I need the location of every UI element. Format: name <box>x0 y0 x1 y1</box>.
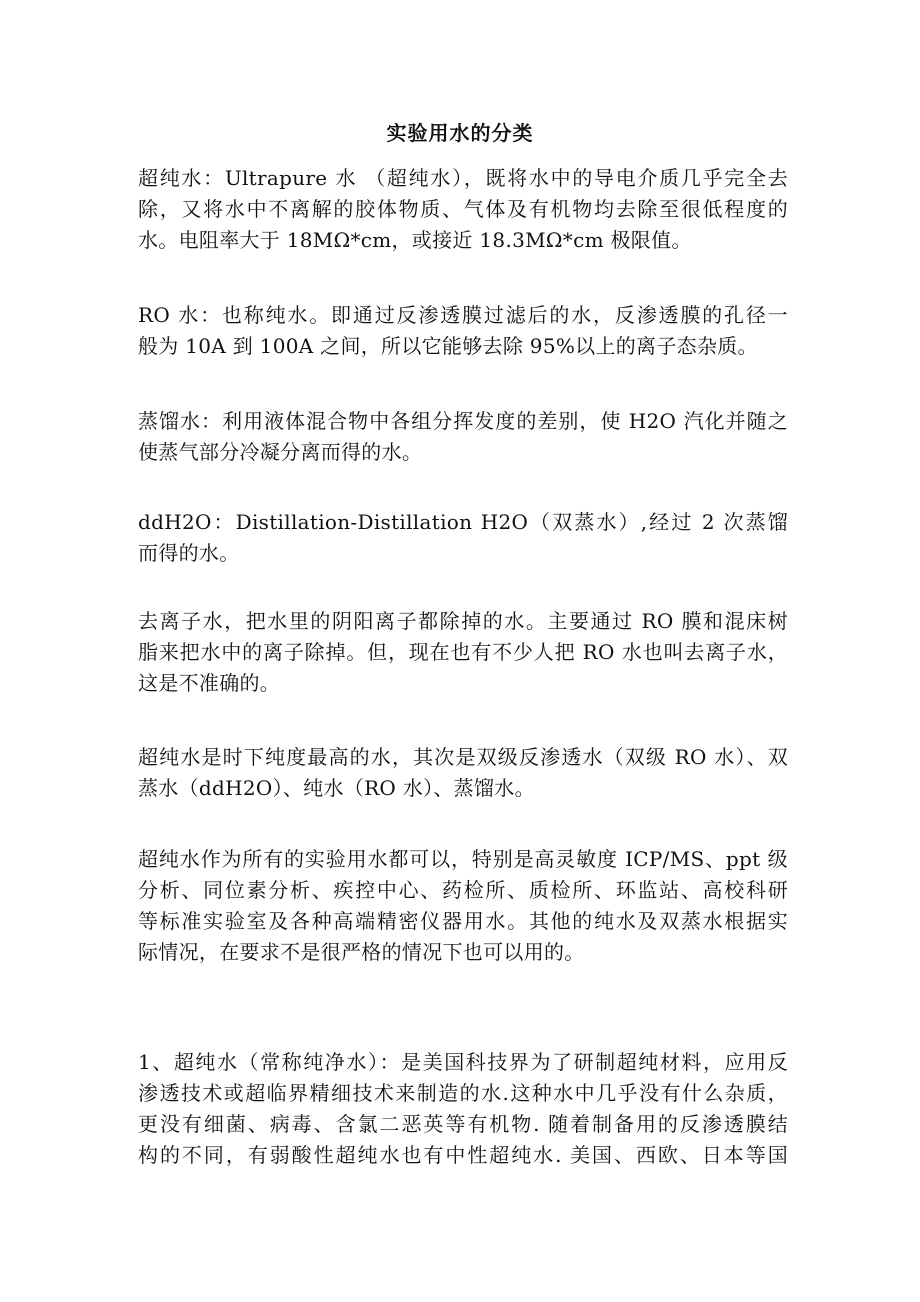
text-line: 超纯水：Ultrapure 水 （超纯水），既将水中的导电介质几乎完全去 <box>138 166 788 190</box>
text-line: 渗透技术或超临界精细技术来制造的水.这种水中几乎没有什么杂质， <box>138 1081 788 1105</box>
page-title: 实验用水的分类 <box>386 121 534 145</box>
text-line: 际情况，在要求不是很严格的情况下也可以用的。 <box>138 940 585 964</box>
text-line: 般为 10A 到 100A 之间，所以它能够去除 95%以上的离子态杂质。 <box>138 334 758 358</box>
text-line: 构的不同，有弱酸性超纯水也有中性超纯水. 美国、西欧、日本等国 <box>138 1143 788 1167</box>
text-line: RO 水：也称纯水。即通过反渗透膜过滤后的水，反渗透膜的孔径一 <box>138 303 788 327</box>
text-line: 超纯水作为所有的实验用水都可以，特别是高灵敏度 ICP/MS、ppt 级 <box>138 847 788 871</box>
text-line: 等标准实验室及各种高端精密仪器用水。其他的纯水及双蒸水根据实 <box>138 909 788 933</box>
text-line: 而得的水。 <box>138 541 240 565</box>
text-line: 更没有细菌、病毒、含氯二恶英等有机物. 随着制备用的反渗透膜结 <box>138 1112 788 1136</box>
paragraph-section-1 <box>138 1047 788 1171</box>
text-line: 去离子水，把水里的阴阳离子都除掉的水。主要通过 RO 膜和混床树 <box>138 609 788 633</box>
text-line: 超纯水是时下纯度最高的水，其次是双级反渗透水（双级 RO 水）、双 <box>138 745 788 769</box>
text-line: 脂来把水中的离子除掉。但，现在也有不少人把 RO 水也叫去离子水， <box>138 640 788 664</box>
text-line: ddH2O：Distillation-Distillation H2O（双蒸水）,经过 2 次蒸馏 <box>138 510 788 534</box>
paragraph-usage <box>138 844 788 968</box>
text-line: 这是不准确的。 <box>138 671 281 695</box>
paragraph-ro-water <box>138 300 788 362</box>
paragraph-ultrapure <box>138 163 788 256</box>
text-line: 蒸馏水：利用液体混合物中各组分挥发度的差别，使 H2O 汽化并随之 <box>138 409 788 433</box>
text-line: 1、超纯水（常称纯净水）：是美国科技界为了研制超纯材料，应用反 <box>138 1050 788 1074</box>
paragraph-distilled-water <box>138 406 788 468</box>
paragraph-purity-ranking <box>138 742 788 804</box>
paragraph-deionized-water <box>138 606 788 699</box>
paragraph-ddh2o <box>138 507 788 569</box>
text-line: 使蒸气部分冷凝分离而得的水。 <box>138 440 423 464</box>
text-line: 水。电阻率大于 18MΩ*cm，或接近 18.3MΩ*cm 极限值。 <box>138 228 692 252</box>
text-line: 蒸水（ddH2O）、纯水（RO 水）、蒸馏水。 <box>138 776 535 800</box>
text-line: 分析、同位素分析、疾控中心、药检所、质检所、环监站、高校科研 <box>138 878 788 902</box>
text-line: 除，又将水中不离解的胶体物质、气体及有机物均去除至很低程度的 <box>138 197 788 221</box>
